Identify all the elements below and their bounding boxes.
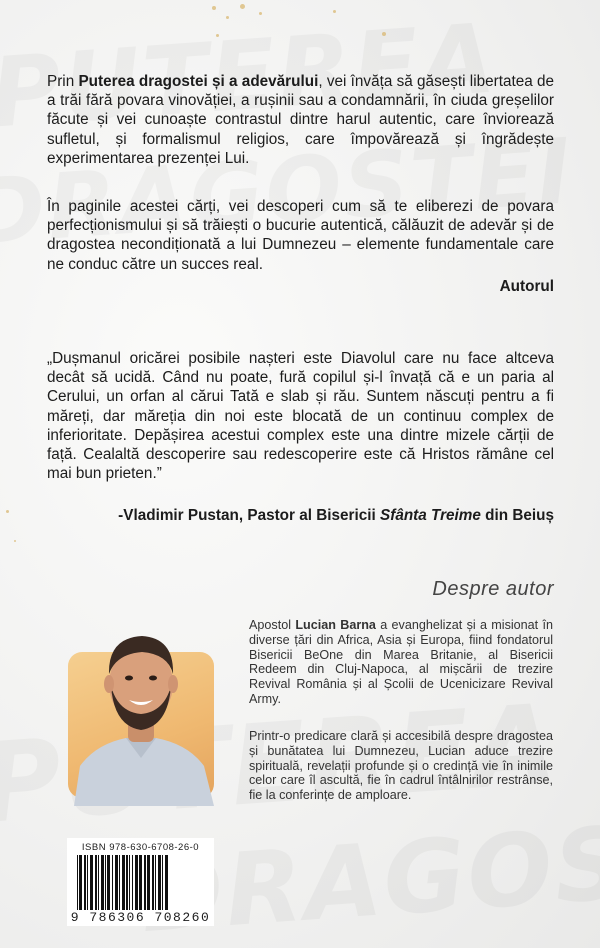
blurb-signature: Autorul [499,278,554,295]
barcode-bar [98,855,99,910]
gold-speck [14,540,16,542]
barcode-bar [119,855,120,910]
barcode-bar [90,855,93,910]
barcode-bar [132,855,133,910]
barcode-bar [165,855,168,910]
barcode-bar [155,855,156,910]
church-name: Sfânta Treime [380,507,481,524]
isbn-label: ISBN 978-630-6708-26-0 [81,842,200,853]
author-photo [56,616,226,806]
barcode-bar [115,855,118,910]
barcode-bar [122,855,125,910]
gold-speck [240,4,245,9]
gold-speck [259,12,262,15]
barcode-bar [139,855,142,910]
book-title-bold: Puterea dragostei și a adevărului [78,73,319,90]
about-author-heading: Despre autor [432,578,554,600]
gold-speck [382,32,386,36]
barcode-bar [135,855,138,910]
blurb-paragraph-1: Prin Puterea dragostei și a adevărului, vei învăța să găsești libertatea de a trăi fără povara vinovăției, a rușinii sau a condamnării, în ciuda greșelilor făcute și vei cunoaște contrastul dintre harul autentic, care înviorează sufletul, și formalismul religios, care împovărează și îngrădește experimentarea prezenței Lui. [47,73,555,167]
barcode-bar [162,855,163,910]
barcode-bar [101,855,104,910]
barcode-bar [95,855,97,910]
endorsement-signature: -Vladimir Pustan, Pastor al Bisericii Sfânta Treime din Beiuș [118,507,554,524]
barcode-bar [126,855,128,910]
gold-speck [216,34,219,37]
isbn-barcode [67,838,214,926]
barcode-bar [77,855,78,910]
author-bio-1: Apostol Lucian Barna a evanghelizat și a misionat în diverse țări din Africa, Asia și Europa, fiind fondatorul Bisericii BeOne din Marea Britanie, al Bisericii Redeem din Cluj-Napoca, al mișcării de trezire Revival România și al Școlii de Ucenicizare Revival Army. [249,618,553,706]
barcode-bar [152,855,154,910]
gold-speck [333,10,336,13]
barcode-bar [107,855,110,910]
isbn-digits: 9 786306 708260 [70,910,211,925]
gold-speck [6,510,9,513]
barcode-bar [105,855,106,910]
barcode-bar [112,855,113,910]
endorsement-quote: „Dușmanul oricărei posibile nașteri este Diavolul care nu face altceva decât să ucidă. Când nu poate, fură copilul și-l învață că e un paria al Cerului, un orfan al cărui Tată e slab și rău. Suntem născuți pentru a fi măreți, dar măreția din noi este blocată de un continuu complex de inferioritate. Depășirea acestui complex este una dintre mizele cărții de față. Cealaltă descoperire sau redescoperire este că Hristos rămâne cel mai bun prieten.” [47,350,554,483]
gold-speck [212,6,216,10]
author-bio-2: Printr-o predicare clară și accesibilă despre dragostea și bunătatea lui Dumnezeu, Lucian aduce trezire spirituală, revelații profunde și o credință vie în inimile celor care îl ascultă, fie în cadrul întâlnirilor restrânse, fie la conferințe de amploare. [249,729,553,803]
barcode-bar [147,855,150,910]
barcode-bars [77,855,204,910]
gold-speck [226,16,229,19]
barcode-bar [87,855,88,910]
barcode-bar [84,855,86,910]
author-name: Lucian Barna [295,618,376,632]
blurb-paragraph-2: În paginile acestei cărți, vei descoperi cum să te eliberezi de povara perfecționismului și să trăiești o bucurie autentică, călăuzit de adevăr și de dragostea necondiționată a lui Dumnezeu – elemente fundamentale care ne conduc către un succes real. [47,198,554,273]
barcode-bar [144,855,146,910]
barcode-bar [158,855,161,910]
barcode-bar [79,855,82,910]
barcode-bar [129,855,130,910]
